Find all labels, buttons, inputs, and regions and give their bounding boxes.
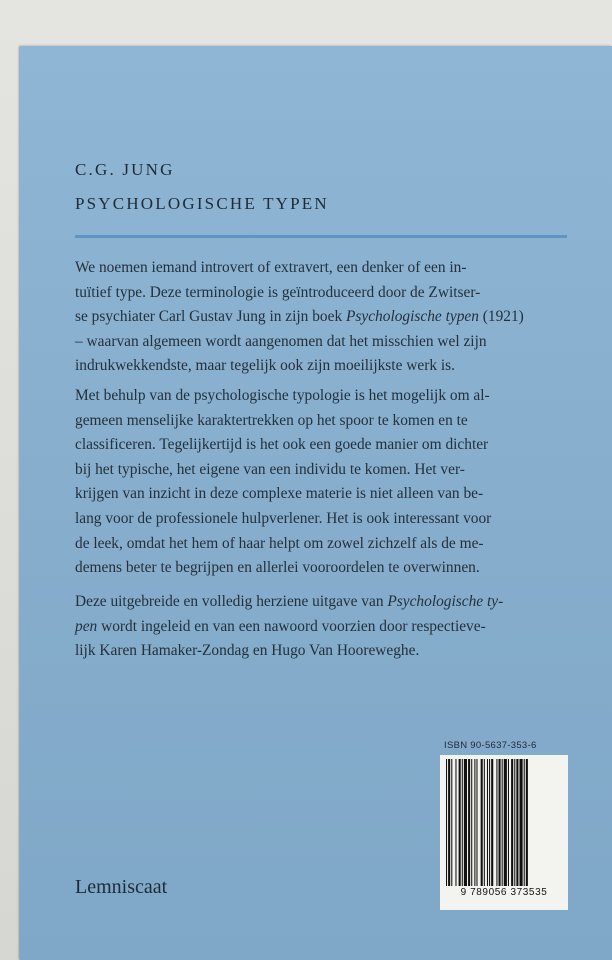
book-title-italic: Psychologische typen [346, 308, 479, 326]
publication-year: (1921) [478, 308, 524, 326]
barcode [440, 755, 568, 910]
publisher-name: Lemniscaat [75, 876, 168, 898]
barcode-number: 9 789056 373535 [460, 887, 548, 898]
barcode-bar [468, 759, 470, 886]
blurb-paragraph-1 [75, 256, 567, 379]
barcode-bar [464, 759, 467, 886]
isbn-label: ISBN 90-5637-353-6 [444, 740, 537, 751]
blurb-line: Met behulp van de psychologische typologie is het mogelijk om al- [75, 387, 490, 404]
barcode-bar [496, 759, 497, 886]
barcode-bar [499, 759, 501, 886]
book-title-italic: pen [75, 617, 98, 635]
barcode-bar [526, 759, 528, 886]
barcode-bar [448, 759, 450, 886]
barcode-bar [508, 759, 509, 886]
author-name: C.G. JUNG [75, 160, 175, 179]
book-title-italic: Psychologische ty- [387, 593, 504, 610]
barcode-bar [511, 759, 513, 886]
barcode-bar [446, 759, 447, 886]
blurb-line: We noemen iemand introvert of extravert, een denker of een in- [75, 259, 467, 276]
barcode-bar [455, 759, 456, 886]
barcode-bar [520, 759, 523, 886]
barcode-bars [446, 759, 562, 886]
blurb-line: demens beter te begrijpen en allerlei vooroordelen te overwinnen. [75, 559, 480, 577]
blurb-line: classificeren. Tegelijkertijd is het ook een goede manier om dichter [75, 436, 489, 454]
barcode-bar [491, 759, 493, 886]
blurb-line: lijk Karen Hamaker-Zondag en Hugo Van Hooreweghe. [75, 642, 420, 660]
barcode-bar [489, 759, 490, 886]
barcode-bar [476, 759, 477, 886]
blurb-line: bij het typische, het eigene van een individu te komen. Het ver- [75, 460, 465, 478]
barcode-bar [481, 759, 483, 886]
blurb-line: krijgen van inzicht in deze complexe materie is niet alleen van be- [75, 485, 484, 503]
blurb-line: se psychiater Carl Gustav Jung in zijn boek [75, 308, 346, 326]
barcode-bar [516, 759, 518, 886]
blurb-line: tuïtief type. Deze terminologie is geïntroduceerd door de Zwitser- [75, 283, 481, 301]
barcode-bar [502, 759, 503, 886]
blurb-paragraph-3 [75, 590, 567, 664]
blurb-line: lang voor de professionele hulpverlener. Het is ook interessant voor [75, 509, 492, 527]
blurb-line: wordt ingeleid en van een nawoord voorzien door respectieve- [97, 617, 486, 635]
barcode-bar [514, 759, 515, 886]
barcode-bar [524, 759, 525, 886]
title-divider [75, 235, 567, 238]
barcode-bar [451, 759, 452, 886]
blurb-line: gemeen menselijke karaktertrekken op het spoor te komen en te [75, 411, 468, 429]
barcode-bar [474, 759, 475, 886]
blurb-line: – waarvan algemeen wordt aangenomen dat het misschien wel zijn [75, 332, 487, 350]
blurb-line: de leek, omdat het hem of haar helpt om zowel zichzelf als de me- [75, 534, 484, 552]
barcode-bar [459, 759, 461, 886]
blurb-line: Deze uitgebreide en volledig herziene uitgave van [75, 593, 388, 610]
barcode-bar [471, 759, 472, 886]
blurb-line: indrukwekkendste, maar tegelijk ook zijn moeilijkste werk is. [75, 357, 455, 375]
barcode-bar [487, 759, 488, 886]
barcode-bar [504, 759, 507, 886]
barcode-bar [462, 759, 463, 886]
blurb-paragraph-2 [75, 384, 567, 581]
book-title: PSYCHOLOGISCHE TYPEN [75, 194, 329, 213]
book-back-cover [20, 46, 612, 960]
barcode-bar [484, 759, 485, 886]
